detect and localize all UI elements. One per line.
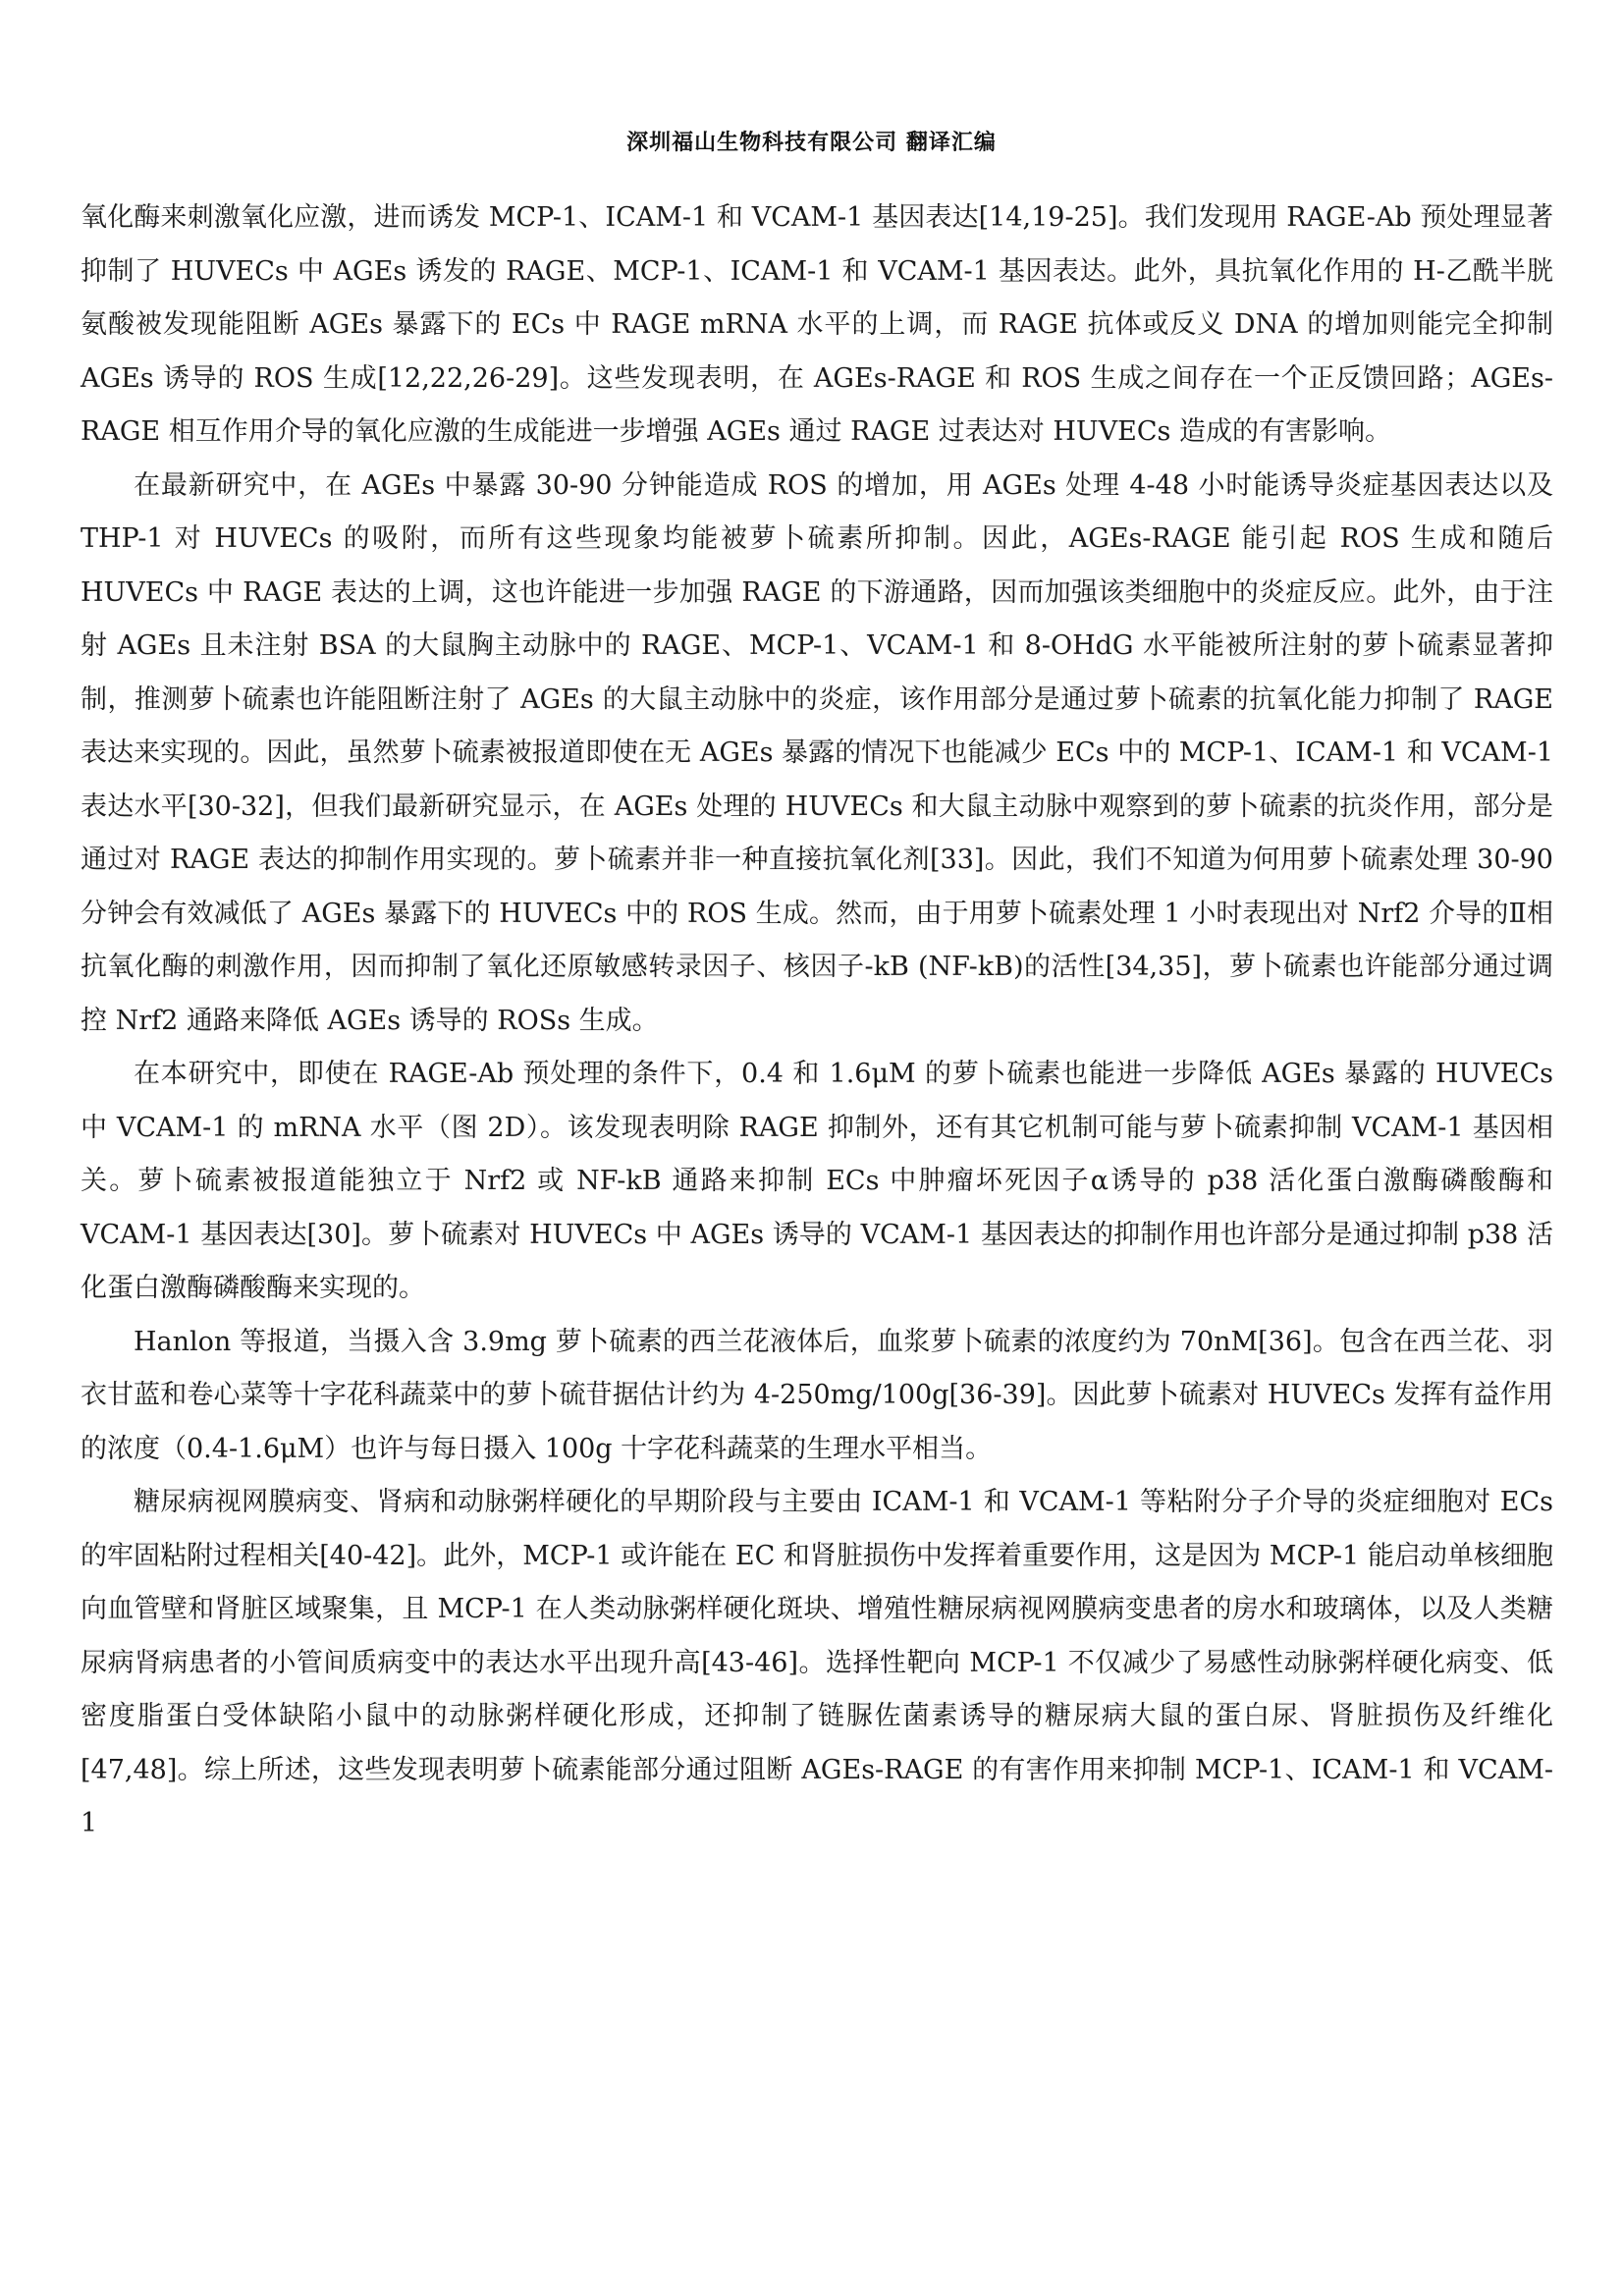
page-header: 深圳福山生物科技有限公司 翻译汇编: [626, 131, 997, 155]
paragraph-2: 在最新研究中，在 AGEs 中暴露 30-90 分钟能造成 ROS 的增加，用 AGEs 处理 4-48 小时能诱导炎症基因表达以及 THP-1 对 HUVECs 的吸附，而所有这些现象均能被萝卜硫素所抑制。因此，AGEs-RAGE 能引起 ROS 生成和随后 HUVECs 中 RAGE 表达的上调，这也许能进一步加强 RAGE 的下游通路，因而加强该类细胞中的炎症反应。此外，由于注射 AGEs 且未注射 BSA 的大鼠胸主动脉中的 RAGE、MCP-1、VCAM-1 和 8-OHdG 水平能被所注射的萝卜硫素显著抑制，推测萝卜硫素也许能阻断注射了 AGEs 的大鼠主动脉中的炎症，该作用部分是通过萝卜硫素的抗氧化能力抑制了 RAGE 表达来实现的。因此，虽然萝卜硫素被报道即使在无 AGEs 暴露的情况下也能减少 ECs 中的 MCP-1、ICAM-1 和 VCAM-1 表达水平[30-32]，但我们最新研究显示，在 AGEs 处理的 HUVECs 和大鼠主动脉中观察到的萝卜硫素的抗炎作用，部分是通过对 RAGE 表达的抑制作用实现的。萝卜硫素并非一种直接抗氧化剂[33]。因此，我们不知道为何用萝卜硫素处理 30-90 分钟会有效减低了 AGEs 暴露下的 HUVECs 中的 ROS 生成。然而，由于用萝卜硫素处理 1 小时表现出对 Nrf2 介导的Ⅱ相抗氧化酶的刺激作用，因而抑制了氧化还原敏感转录因子、核因子-kB (NF-kB)的活性[34,35]，萝卜硫素也许能部分通过调控 Nrf2 通路来降低 AGEs 诱导的 ROSs 生成。: [81, 469, 1553, 1036]
paragraph-3: 在本研究中，即使在 RAGE-Ab 预处理的条件下，0.4 和 1.6μM 的萝卜硫素也能进一步降低 AGEs 暴露的 HUVECs 中 VCAM-1 的 mRNA 水平（图 2D）。该发现表明除 RAGE 抑制外，还有其它机制可能与萝卜硫素抑制 VCAM-1 基因相关。萝卜硫素被报道能独立于 Nrf2 或 NF-kB 通路来抑制 ECs 中肿瘤坏死因子α诱导的 p38 活化蛋白激酶磷酸酶和 VCAM-1 基因表达[30]。萝卜硫素对 HUVECs 中 AGEs 诱导的 VCAM-1 基因表达的抑制作用也许部分是通过抑制 p38 活化蛋白激酶磷酸酶来实现的。: [81, 1059, 1553, 1303]
document-body: [81, 191, 1553, 1851]
paragraph-4: Hanlon 等报道，当摄入含 3.9mg 萝卜硫素的西兰花液体后，血浆萝卜硫素的浓度约为 70nM[36]。包含在西兰花、羽衣甘蓝和卷心菜等十字花科蔬菜中的萝卜硫苷据估计约为 4-250mg/100g[36-39]。因此萝卜硫素对 HUVECs 发挥有益作用的浓度（0.4-1.6μM）也许与每日摄入 100g 十字花科蔬菜的生理水平相当。: [81, 1326, 1553, 1464]
paragraph-5: 糖尿病视网膜病变、肾病和动脉粥样硬化的早期阶段与主要由 ICAM-1 和 VCAM-1 等粘附分子介导的炎症细胞对 ECs 的牢固粘附过程相关[40-42]。此外，MCP-1 或许能在 EC 和肾脏损伤中发挥着重要作用，这是因为 MCP-1 能启动单核细胞向血管壁和肾脏区域聚集，且 MCP-1 在人类动脉粥样硬化斑块、增殖性糖尿病视网膜病变患者的房水和玻璃体，以及人类糖尿病肾病患者的小管间质病变中的表达水平出现升高[43-46]。选择性靶向 MCP-1 不仅减少了易感性动脉粥样硬化病变、低密度脂蛋白受体缺陷小鼠中的动脉粥样硬化形成，还抑制了链脲佐菌素诱导的糖尿病大鼠的蛋白尿、肾脏损伤及纤维化[47,48]。综上所述，这些发现表明萝卜硫素能部分通过阻断 AGEs-RAGE 的有害作用来抑制 MCP-1、ICAM-1 和 VCAM-1: [81, 1487, 1553, 1838]
paragraph-1: 氧化酶来刺激氧化应激，进而诱发 MCP-1、ICAM-1 和 VCAM-1 基因表达[14,19-25]。我们发现用 RAGE-Ab 预处理显著抑制了 HUVECs 中 AGEs 诱发的 RAGE、MCP-1、ICAM-1 和 VCAM-1 基因表达。此外，具抗氧化作用的 H-乙酰半胱氨酸被发现能阻断 AGEs 暴露下的 ECs 中 RAGE mRNA 水平的上调，而 RAGE 抗体或反义 DNA 的增加则能完全抑制 AGEs 诱导的 ROS 生成[12,22,26-29]。这些发现表明，在 AGEs-RAGE 和 ROS 生成之间存在一个正反馈回路；AGEs-RAGE 相互作用介导的氧化应激的生成能进一步增强 AGEs 通过 RAGE 过表达对 HUVECs 造成的有害影响。: [81, 202, 1553, 447]
